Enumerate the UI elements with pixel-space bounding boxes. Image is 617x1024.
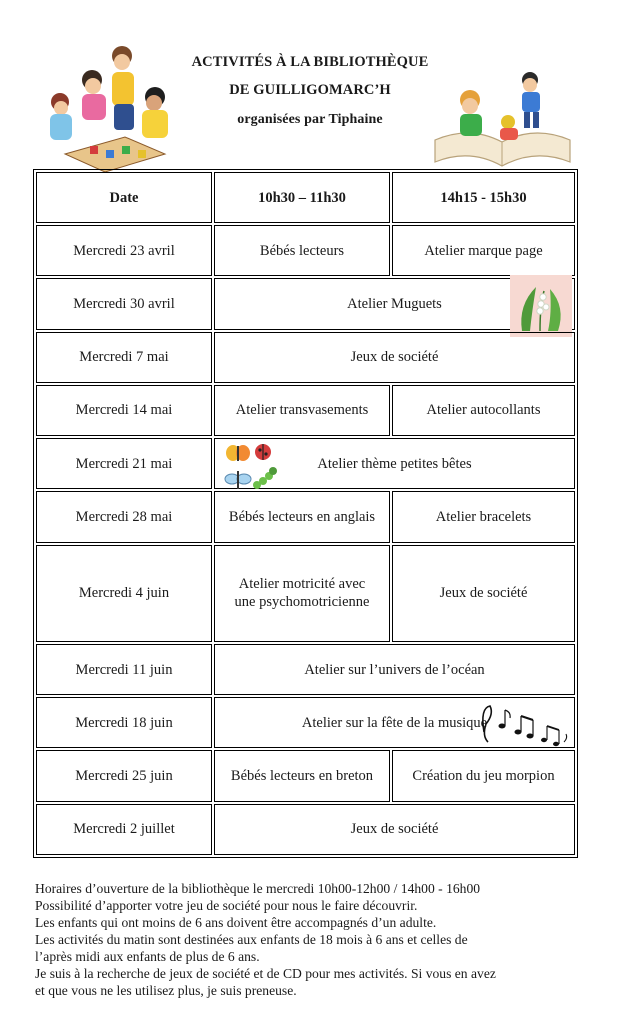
footer-line: l’après midi aux enfants de plus de 6 ans. xyxy=(35,949,260,964)
row-date: Mercredi 2 juillet xyxy=(36,804,212,855)
page-title-line2: DE GUILLIGOMARC’H xyxy=(229,82,391,98)
row-morning-line1: Atelier motricité avec xyxy=(238,576,366,593)
table-row xyxy=(36,278,575,329)
row-date: Mercredi 4 juin xyxy=(36,545,212,642)
table-header-row xyxy=(36,172,575,223)
header-morning: 10h30 – 11h30 xyxy=(214,172,390,223)
row-date: Mercredi 30 avril xyxy=(36,278,212,329)
footer-notes xyxy=(35,880,595,999)
row-afternoon: Atelier bracelets xyxy=(392,491,575,542)
row-morning: Bébés lecteurs en anglais xyxy=(214,491,390,542)
row-afternoon: Atelier marque page xyxy=(392,225,575,276)
row-afternoon: Jeux de société xyxy=(392,545,575,642)
row-full-day: Jeux de société xyxy=(214,332,575,383)
row-date: Mercredi 25 juin xyxy=(36,750,212,801)
row-afternoon: Atelier autocollants xyxy=(392,385,575,436)
row-afternoon: Création du jeu morpion xyxy=(392,750,575,801)
row-date: Mercredi 7 mai xyxy=(36,332,212,383)
row-full-day: Atelier sur l’univers de l’océan xyxy=(214,644,575,695)
footer-line: Les enfants qui ont moins de 6 ans doivent être accompagnés d’un adulte. xyxy=(35,915,437,930)
row-activity: Atelier sur la fête de la musique xyxy=(301,714,488,731)
row-activity: Atelier Muguets xyxy=(347,296,442,313)
header-afternoon: 14h15 - 15h30 xyxy=(392,172,575,223)
insects-icon xyxy=(223,441,277,493)
row-date: Mercredi 28 mai xyxy=(36,491,212,542)
children-reading-book-illustration xyxy=(430,70,575,180)
table-row xyxy=(36,750,575,801)
table-row xyxy=(36,545,575,642)
row-morning: Bébés lecteurs en breton xyxy=(214,750,390,801)
header-date: Date xyxy=(36,172,212,223)
row-full-day xyxy=(214,438,575,489)
table-row xyxy=(36,332,575,383)
row-morning: Bébés lecteurs xyxy=(214,225,390,276)
table-row xyxy=(36,438,575,489)
footer-line: Je suis à la recherche de jeux de société et de CD pour mes activités. Si vous en avez xyxy=(35,966,496,981)
footer-line: et que vous ne les utilisez plus, je suis preneuse. xyxy=(35,983,297,998)
row-date: Mercredi 18 juin xyxy=(36,697,212,748)
footer-line: Horaires d’ouverture de la bibliothèque le mercredi 10h00-12h00 / 14h00 - 16h00 xyxy=(35,881,481,896)
row-morning xyxy=(214,545,390,642)
page-title-line1: ACTIVITÉS À LA BIBLIOTHÈQUE xyxy=(191,54,429,70)
lily-of-the-valley-icon xyxy=(510,275,572,337)
row-full-day: Jeux de société xyxy=(214,804,575,855)
footer-line: Possibilité d’apporter votre jeu de société pour nous le faire découvrir. xyxy=(35,898,418,913)
table-row xyxy=(36,491,575,542)
footer-line: Les activités du matin sont destinées aux enfants de 18 mois à 6 ans et celles de xyxy=(35,932,468,947)
row-date: Mercredi 21 mai xyxy=(36,438,212,489)
row-date: Mercredi 23 avril xyxy=(36,225,212,276)
row-date: Mercredi 11 juin xyxy=(36,644,212,695)
table-row xyxy=(36,385,575,436)
row-full-day xyxy=(214,697,575,748)
row-full-day xyxy=(214,278,575,329)
row-morning: Atelier transvasements xyxy=(214,385,390,436)
table-row xyxy=(36,697,575,748)
row-morning-line2: une psychomotricienne xyxy=(234,594,370,611)
row-date: Mercredi 14 mai xyxy=(36,385,212,436)
table-row xyxy=(36,225,575,276)
page-subtitle: organisées par Tiphaine xyxy=(237,112,383,127)
table-row xyxy=(36,804,575,855)
music-notes-icon xyxy=(478,702,570,750)
table-row xyxy=(36,644,575,695)
page-header xyxy=(0,0,617,170)
schedule-table xyxy=(33,169,578,858)
row-activity: Atelier thème petites bêtes xyxy=(317,455,472,472)
